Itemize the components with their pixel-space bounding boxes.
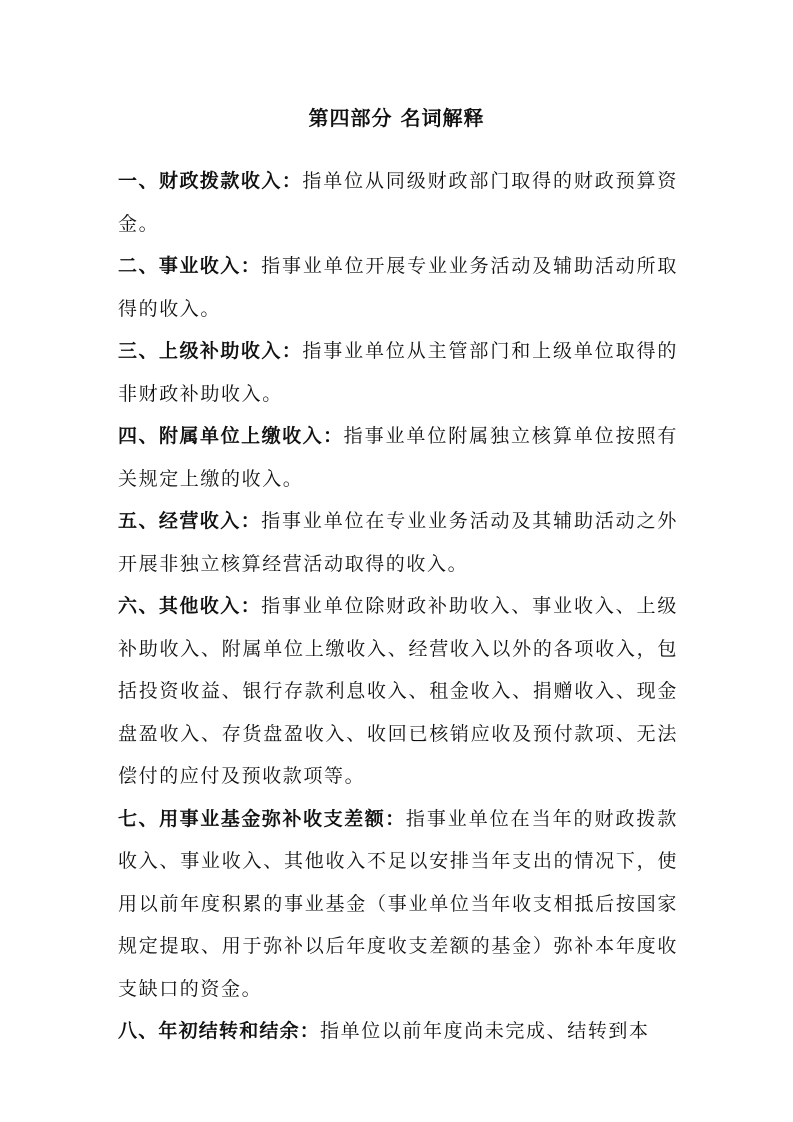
term-definition: 指事业单位除财政补助收入、事业收入、上级补助收入、附属单位上缴收入、经营收入以外的各项收入，包括投资收益、银行存款利息收入、租金收入、捐赠收入、现金盘盈收入、存货盘盈收入、收回已核销应收及预付款项、无法偿付的应付及预收款项等。 [118,595,678,787]
term-heading: 四、附属单位上缴收入： [118,425,344,447]
term-other-income [118,585,678,798]
term-heading: 六、其他收入： [118,595,262,617]
term-heading: 三、上级补助收入： [118,340,303,362]
term-heading: 五、经营收入： [118,510,262,532]
term-heading: 七、用事业基金弥补收支差额： [118,807,406,830]
term-heading: 一、财政拨款收入： [118,170,303,192]
term-definition: 指事业单位在当年的财政拨款收入、事业收入、其他收入不足以安排当年支出的情况下，使用以前年度积累的事业基金（事业单位当年收支相抵后按国家规定提取、用于弥补以后年度收支差额的基金）弥补本年度收支缺口的资金。 [118,807,678,1000]
term-affiliated-unit-income [118,415,678,500]
term-definition: 指事业单位开展专业业务活动及辅助活动所取得的收入。 [118,255,678,320]
term-financial-appropriation-income [118,160,678,245]
term-operating-income [118,500,678,585]
page-title: 第四部分 名词解释 [308,106,485,130]
term-definition: 指事业单位附属独立核算单位按照有关规定上缴的收入。 [118,425,678,490]
term-heading: 八、年初结转和结余： [118,1020,321,1042]
term-definition: 指事业单位在专业业务活动及其辅助活动之外开展非独立核算经营活动取得的收入。 [118,510,678,575]
term-heading: 二、事业收入： [118,255,262,277]
term-list [118,160,678,1053]
term-business-income [118,245,678,330]
term-definition: 指单位以前年度尚未完成、结转到本 [320,1020,650,1042]
term-definition: 指事业单位从主管部门和上级单位取得的非财政补助收入。 [118,340,678,405]
term-carryover-and-balance [118,1010,678,1053]
term-superior-subsidy-income [118,330,678,415]
term-definition: 指单位从同级财政部门取得的财政预算资金。 [118,170,678,235]
term-business-fund-offset [118,798,678,1011]
